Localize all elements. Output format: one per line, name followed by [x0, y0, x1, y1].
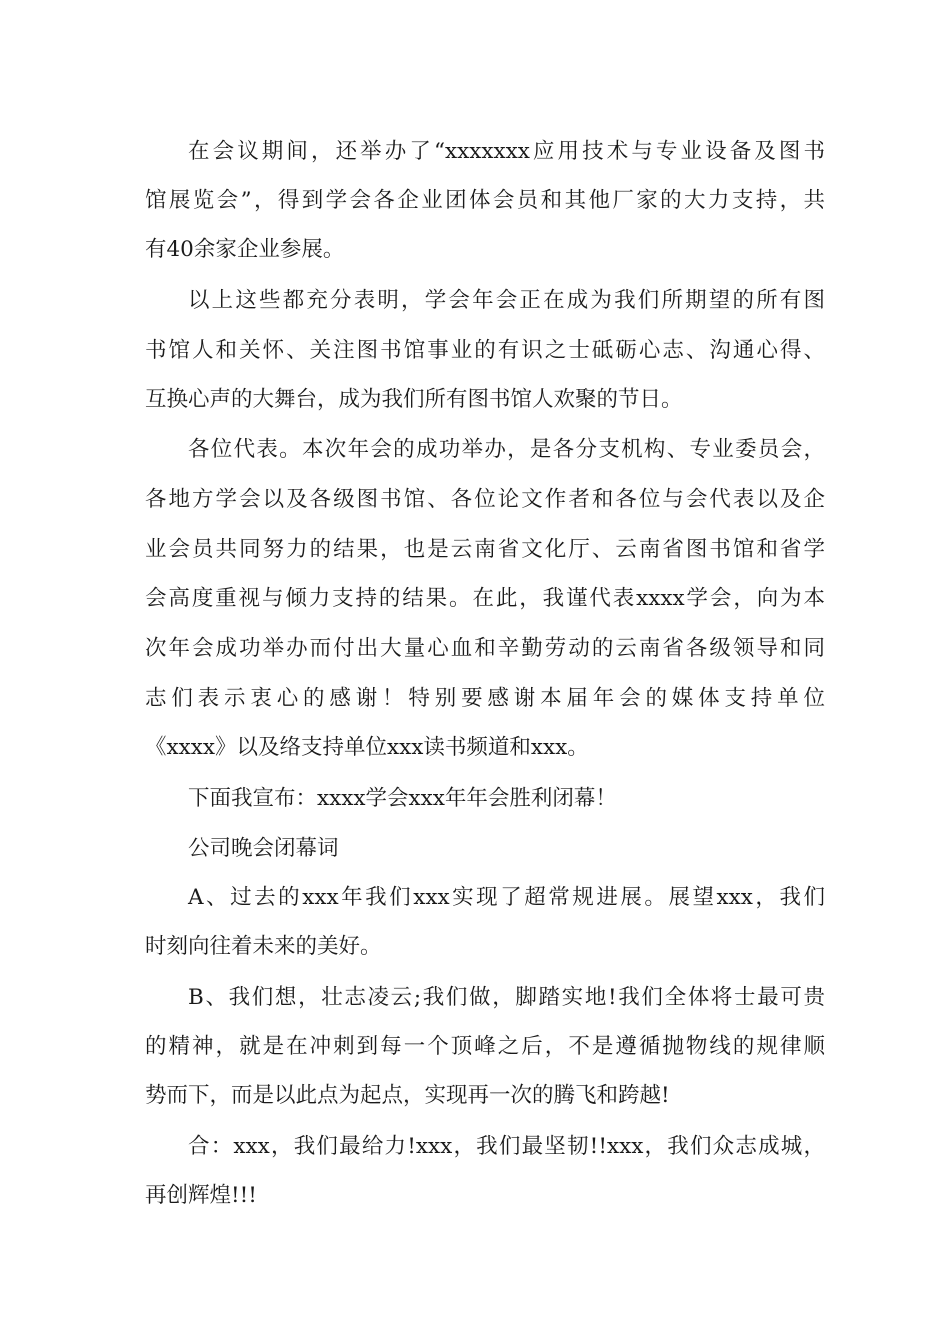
paragraph-line: 以上这些都充分表明，学会年会正在成为我们所期望的所有图 [188, 288, 825, 313]
paragraph-line: 书馆人和关怀、关注图书馆事业的有识之士砥砺心志、沟通心得、 [145, 338, 825, 363]
paragraph-line: 各位代表。本次年会的成功举办，是各分支机构、专业委员会， [188, 437, 825, 462]
paragraph-line: 《xxxx》以及络支持单位xxx读书频道和xxx。 [145, 735, 589, 760]
paragraph-line: A、过去的xxx年我们xxx实现了超常规进展。展望xxx，我们 [188, 885, 825, 910]
paragraph-line: 互换心声的大舞台，成为我们所有图书馆人欢聚的节日。 [145, 387, 683, 412]
paragraph-line: 各地方学会以及各级图书馆、各位论文作者和各位与会代表以及企 [145, 487, 825, 512]
paragraph-line: 下面我宣布：xxxx学会xxx年年会胜利闭幕！ [188, 786, 617, 811]
paragraph-line: 次年会成功举办而付出大量心血和辛勤劳动的云南省各级领导和同 [145, 636, 825, 661]
paragraph-line: 志们表示衷心的感谢！特别要感谢本届年会的媒体支持单位 [145, 686, 825, 711]
paragraph-line: 势而下，而是以此点为起点，实现再一次的腾飞和跨越! [145, 1083, 670, 1108]
paragraph-line: 的精神，就是在冲刺到每一个顶峰之后，不是遵循抛物线的规律顺 [145, 1034, 825, 1059]
section-heading: 公司晚会闭幕词 [188, 836, 339, 861]
paragraph-line: 在会议期间，还举办了“xxxxxxx应用技术与专业设备及图书 [188, 139, 825, 164]
paragraph-line: B、我们想，壮志凌云;我们做，脚踏实地!我们全体将士最可贵 [188, 985, 825, 1010]
paragraph-line: 时刻向往着未来的美好。 [145, 934, 382, 959]
paragraph-line: 合：xxx，我们最给力!xxx，我们最坚韧!!xxx，我们众志成城， [188, 1134, 825, 1159]
paragraph-line: 业会员共同努力的结果，也是云南省文化厅、云南省图书馆和省学 [145, 537, 825, 562]
paragraph-line: 馆展览会”，得到学会各企业团体会员和其他厂家的大力支持，共 [145, 188, 825, 213]
paragraph-line: 再创辉煌!!! [145, 1183, 257, 1208]
paragraph-line: 有40余家企业参展。 [145, 237, 345, 262]
paragraph-line: 会高度重视与倾力支持的结果。在此，我谨代表xxxx学会，向为本 [145, 586, 825, 611]
